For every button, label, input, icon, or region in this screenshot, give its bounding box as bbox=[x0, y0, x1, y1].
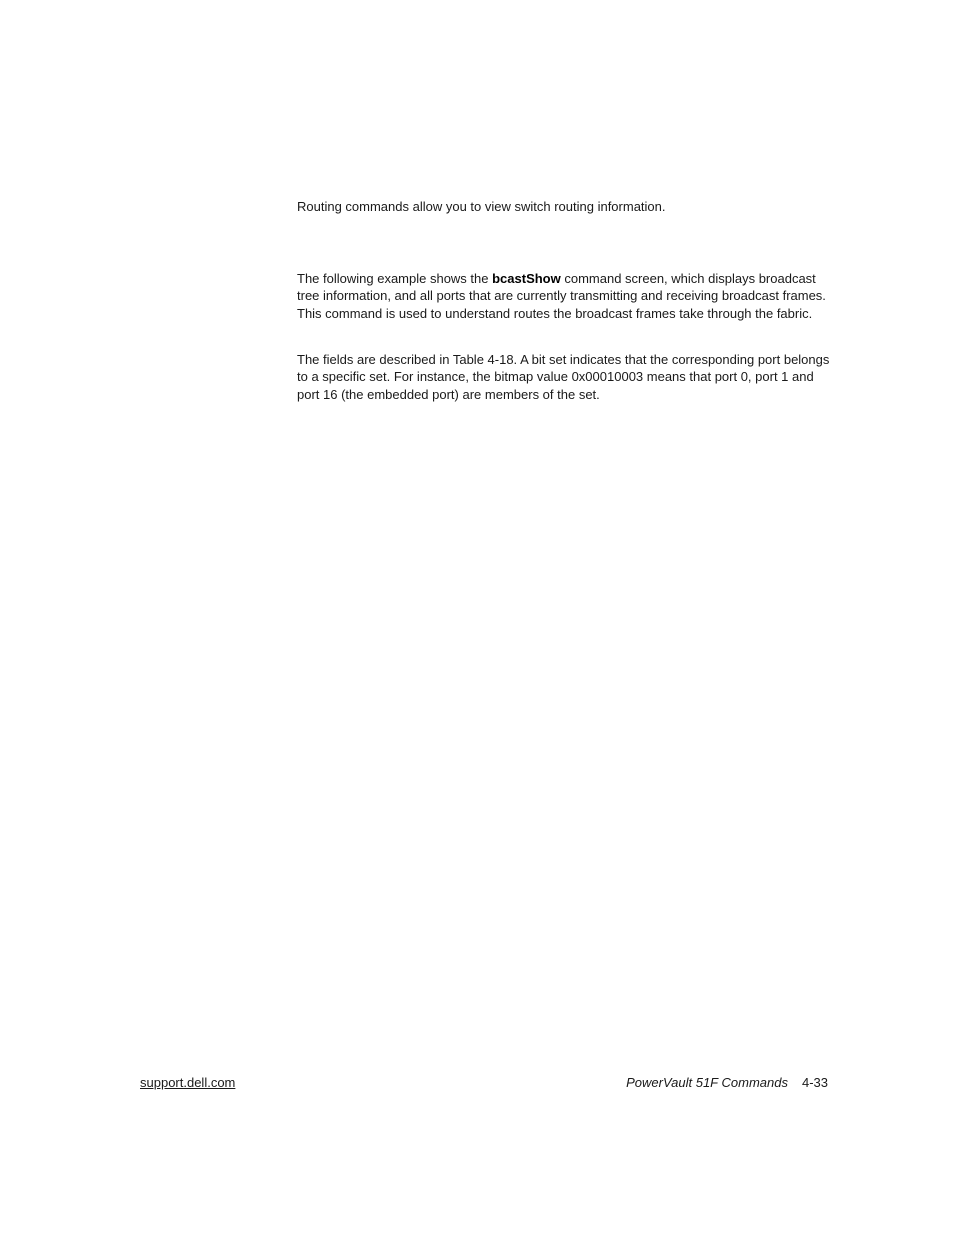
example-text-before: The following example shows the bbox=[297, 271, 493, 286]
intro-paragraph: Routing commands allow you to view switch routing information. bbox=[297, 199, 666, 214]
command-name: bcastShow bbox=[492, 271, 561, 286]
footer-support-link[interactable]: support.dell.com bbox=[140, 1075, 236, 1090]
footer-section-title: PowerVault 51F Commands bbox=[626, 1075, 788, 1090]
example-text-after: command screen, which displays broadcast tree information, and all ports that are currently transmitting and receiving broadcast frames. This command is used to understand routes the broadcast frames take through the fabric. bbox=[297, 271, 826, 321]
fields-paragraph: The fields are described in Table 4-18. A bit set indicates that the corresponding port belongs to a specific set. For instance, the bitmap value 0x00010003 means that port 0, port 1 and port 16 (the embedded port) are members of the set. bbox=[297, 352, 830, 402]
footer-running-head bbox=[626, 1074, 828, 1091]
example-paragraph bbox=[297, 270, 832, 322]
footer-page-number: 4-33 bbox=[801, 1075, 828, 1090]
